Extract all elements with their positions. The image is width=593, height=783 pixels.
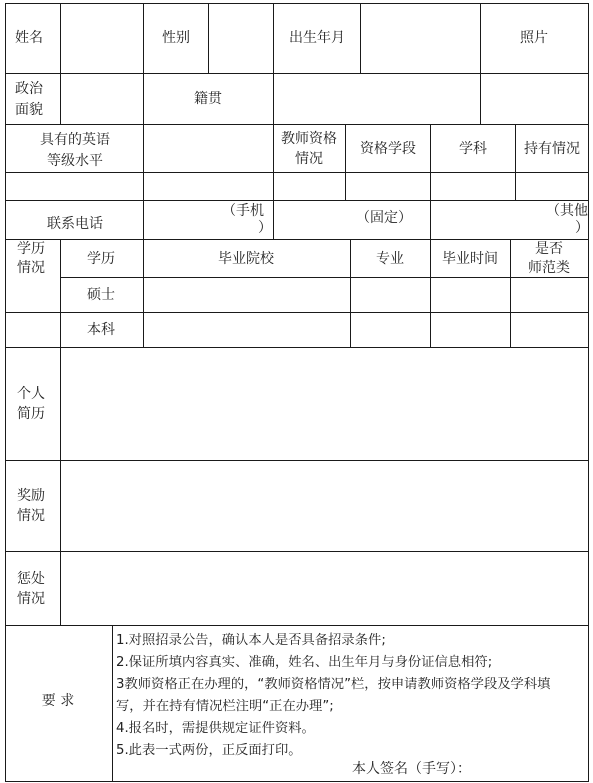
col-line	[60, 3, 61, 74]
col-line	[60, 347, 61, 626]
label-name: 姓名	[15, 30, 43, 46]
row-line	[5, 781, 589, 782]
label-edu-1: 学历	[17, 241, 45, 257]
col-line	[143, 73, 144, 125]
row-line	[5, 73, 589, 74]
col-line	[515, 124, 516, 201]
row-line	[5, 172, 589, 173]
label-photo: 照片	[520, 30, 548, 46]
label-gender: 性别	[162, 30, 190, 46]
col-line	[480, 3, 481, 74]
label-school: 毕业院校	[218, 251, 274, 267]
label-contact: 联系电话	[47, 216, 103, 232]
label-qual-stage: 资格学段	[360, 141, 416, 157]
col-line	[430, 124, 431, 201]
label-bachelor: 本科	[87, 322, 115, 338]
col-line	[208, 3, 209, 74]
label-teacher-qual-2: 情况	[295, 151, 323, 167]
label-award-2: 情况	[17, 508, 45, 524]
requirement-item: 2.保证所填内容真实、准确，姓名、出生年月与身份证信息相符;	[116, 655, 493, 670]
col-line	[143, 200, 144, 240]
col-line	[143, 124, 144, 201]
label-english-2: 等级水平	[47, 153, 103, 169]
label-subject: 学科	[459, 141, 487, 157]
label-resume-1: 个人	[17, 386, 45, 402]
label-normal-2: 师范类	[528, 260, 570, 276]
row-line	[5, 347, 589, 348]
label-hometown: 籍贯	[194, 91, 222, 107]
label-birth: 出生年月	[289, 30, 345, 46]
label-normal-1: 是否	[535, 241, 563, 257]
col-line	[273, 124, 274, 201]
label-resume-2: 简历	[17, 406, 45, 422]
col-line	[480, 73, 481, 125]
label-politics-1: 政治	[15, 81, 43, 97]
label-requirements: 要 求	[41, 693, 75, 709]
col-line	[60, 73, 61, 125]
label-edu-col: 学历	[87, 251, 115, 267]
col-line	[273, 3, 274, 74]
col-line	[510, 239, 511, 348]
label-holding: 持有情况	[524, 141, 580, 157]
label-grad-time: 毕业时间	[442, 251, 498, 267]
row-line	[5, 460, 589, 461]
label-other: （其他	[546, 203, 588, 219]
col-line	[143, 239, 144, 348]
col-line	[273, 73, 274, 125]
requirement-item: 5.此表一式两份，正反面打印。	[116, 743, 302, 758]
row-line	[5, 625, 589, 626]
col-line	[273, 200, 274, 240]
col-line	[345, 124, 346, 201]
label-punish-2: 情况	[17, 591, 45, 607]
row-line	[5, 239, 589, 240]
label-edu-2: 情况	[17, 260, 45, 276]
col-line	[350, 239, 351, 348]
label-major: 专业	[376, 251, 404, 267]
col-line	[112, 625, 113, 782]
row-line	[5, 312, 589, 313]
label-english-1: 具有的英语	[40, 132, 110, 148]
label-mobile: （手机	[222, 203, 264, 219]
col-line	[5, 3, 6, 782]
label-punish-1: 惩处	[17, 571, 45, 587]
label-politics-2: 面貌	[15, 102, 43, 118]
row-line	[5, 200, 589, 201]
row-line	[5, 124, 589, 125]
col-line	[430, 239, 431, 348]
label-teacher-qual-1: 教师资格	[281, 131, 337, 147]
col-line	[143, 3, 144, 74]
requirements-list	[116, 630, 588, 762]
label-signature: 本人签名（手写）：	[352, 761, 471, 777]
row-line	[5, 551, 589, 552]
col-line	[360, 3, 361, 74]
requirement-item: 写，并在持有情况栏注明“正在办理”;	[116, 699, 334, 714]
requirement-item: 4.报名时，需提供规定证件资料。	[116, 721, 315, 736]
label-award-1: 奖励	[17, 488, 45, 504]
requirement-item: 1.对照招录公告，确认本人是否具备招录条件;	[116, 633, 386, 648]
requirement-item: 3教师资格正在办理的，“教师资格情况”栏，按申请教师资格学段及学科填	[116, 677, 551, 692]
label-master: 硕士	[87, 287, 115, 303]
label-other-close: ）	[575, 220, 589, 236]
label-mobile-close: ）	[258, 220, 272, 236]
label-fixed: （固定）	[356, 210, 412, 226]
col-line	[588, 3, 589, 782]
col-line	[430, 200, 431, 240]
col-line	[60, 239, 61, 348]
row-line	[5, 3, 589, 4]
